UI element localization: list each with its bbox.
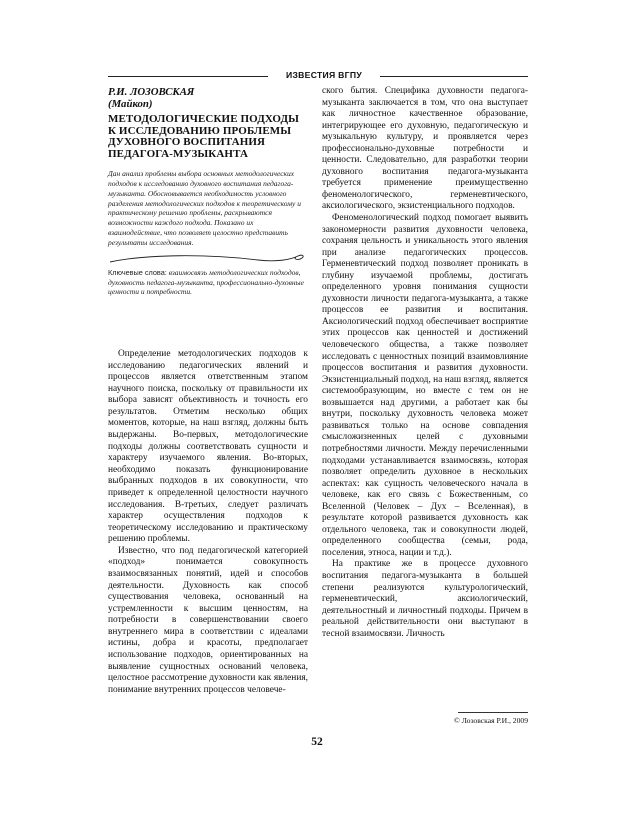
author-name: Р.И. ЛОЗОВСКАЯ bbox=[108, 86, 195, 98]
paragraph: Определение методологических подходов к исследованию педагогических явлений и процессов является ответственным этапом научного поиска, поскольку от правильности их выбора зависят объективность и точность его результатов. Отметим несколько общих моментов, которые, на наш взгляд, должны быть выдержаны. Во-первых, методологические подходы должны соответствовать сущности и характеру изучаемого явления. Во-вторых, необходимо показать функционирование выбранных подходов в их совокупности, что приведет к определенной целостности научного исследования. В-третьих, следует различать характер осуществления подходов к теоретическому исследованию и практическому решению проблемы. bbox=[108, 349, 308, 545]
ornament-divider bbox=[108, 252, 308, 266]
abstract: Дан анализ проблемы выбора основных методологических подходов к исследованию духовного воспитания педагога-музыканта. Обосновывается необходимость условного разделения методологических подходов к теоретическому и практическому решению проблемы, раскрываются возможности каждого подхода. Показано их взаимодействие, что позволяет целостно представить результаты исследования. bbox=[108, 169, 301, 247]
paragraph: На практике же в процессе духовного воспитания педагога-музыканта в большей степени реализуются культурологический, герменевтический, аксиологический, деятельностный и личностный подходы. Причем в реальной действительности они выступают в тесной взаимосвязи. Личность bbox=[322, 559, 528, 639]
paragraph: Известно, что под педагогической категорией «подход» понимается совокупность взаимосвязанных понятий, идей и способов деятельности. Духовность как способ существования человека, основанный на устремленности к высшим ценностям, на потребности в совершенствовании своего внутреннего мира в соответствии с идеалами истины, добра и красоты, предполагает использование подходов, ориентированных на выявление сущностных оснований человека, целостное рассмотрение духовности как явления, понимание внутренних процессов человече- bbox=[108, 545, 308, 695]
copyright: © Лозовская Р.И., 2009 bbox=[454, 716, 528, 725]
paragraph: ского бытия. Специфика духовности педагога-музыканта заключается в том, что она выступает как личностное качественное образование, интегрирующее его духовную, педагогическую и музыкальную культуру, и проявляется через профессионально-духовные потребности и ценности. Следовательно, для разработки теории духовного воспитания педагога-музыканта требуется применение преимущественно феноменологического, герменевтического, аксиологического, экзистенциального подходов. bbox=[322, 86, 528, 212]
header-rule-right bbox=[380, 76, 528, 77]
keywords-label: Ключевые слова: bbox=[108, 267, 167, 277]
keywords bbox=[108, 268, 308, 298]
journal-title: ИЗВЕСТИЯ ВГПУ bbox=[286, 70, 362, 80]
keywords-text: взаимосвязь методологических подходов, духовность педагога-музыканта, профессионально-духовные ценности и потребности. bbox=[108, 267, 304, 297]
page-number: 52 bbox=[311, 736, 323, 748]
article-title: МЕТОДОЛОГИЧЕСКИЕ ПОДХОДЫ К ИССЛЕДОВАНИЮ ПРОБЛЕМЫ ДУХОВНОГО ВОСПИТАНИЯ ПЕДАГОГА-МУЗЫКАНТА bbox=[108, 113, 300, 160]
article-head bbox=[108, 86, 308, 297]
right-column-body bbox=[322, 86, 528, 640]
running-header bbox=[108, 70, 528, 82]
header-rule-left bbox=[108, 76, 268, 77]
copyright-rule bbox=[458, 712, 528, 713]
paragraph: Феноменологический подход помогает выявить закономерности развития духовности человека, сохраняя цельность и уникальность этого явления при анализе педагогических процессов. Герменевтический подход позволяет проникать в глубину изучаемой проблемы, достигать определенного уровня понимания сущности духовности личности педагога-музыканта, а также процессов ее развития и воспитания. Аксиологический подход обеспечивает восприятие этих процессов как ценностей и достижений человеческого общества, а также позволяет исследовать с ценностных позиций взаимовлияние процессов воспитания и развития духовности. Экзистенциальный подход, на наш взгляд, является системообразующим, но вместе с тем он не возвышается над другими, а работает как бы внутри, поскольку духовность человека может развиваться только на основе совпадения смысложизненных целей с духовными потребностями личности. Между перечисленными подходами устанавливается взаимосвязь, которая позволяет определить духовное в нескольких аспектах: как сущность человеческого начала в человеке, как его связь с Божественным, со Вселенной (Человек – Дух – Вселенная), в результате которой развивается духовность как отдельного человека, так и совокупности людей, определенного сообщества (семьи, рода, поселения, этноса, нации и т.д.). bbox=[322, 213, 528, 558]
author-location: (Майкоп) bbox=[108, 98, 153, 110]
left-column-body bbox=[108, 349, 308, 696]
